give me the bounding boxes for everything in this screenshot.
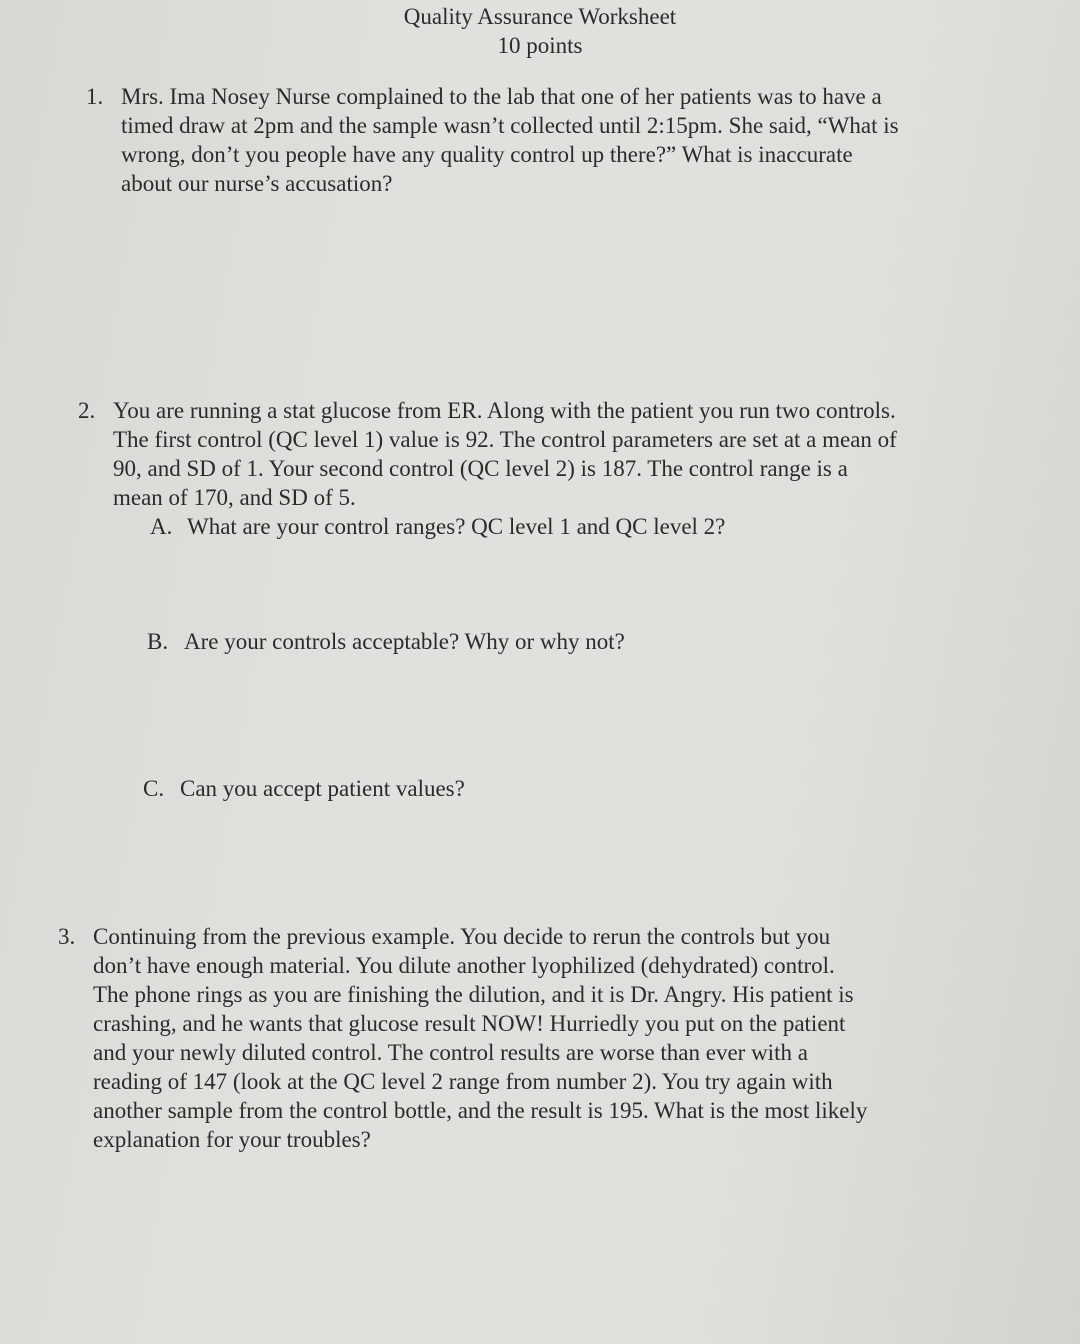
question-3-number: 3. [58, 924, 76, 949]
part-c-letter: C. [143, 776, 165, 801]
worksheet-points: 10 points [497, 33, 583, 58]
part-a-text: What are your control ranges? QC level 1 and QC level 2? [187, 514, 726, 539]
question-2-number: 2. [78, 398, 96, 423]
question-3-text: Continuing from the previous example. You decide to rerun the controls but you don’t have enough material. You dilute another lyophilized (dehydrated) control. The phone rings as you are finishing the dilution, and it is Dr. Angry. His patient is crashing, and he wants that glucose result NOW! Hurriedly you put on the patient and your newly diluted control. The control results are worse than ever with a reading of 147 (look at the QC level 2 range from number 2). You try again with another sample from the control bottle, and the result is 195. What is the most likely explanation for your troubles? [93, 924, 868, 1152]
question-1-number: 1. [86, 84, 104, 109]
question-1-text: Mrs. Ima Nosey Nurse complained to the lab that one of her patients was to have a timed draw at 2pm and the sample wasn’t collected until 2:15pm. She said, “What is wrong, don’t you people have any quality control up there?” What is inaccurate about our nurse’s accusation? [121, 84, 899, 196]
question-2-text: You are running a stat glucose from ER. Along with the patient you run two controls. The first control (QC level 1) value is 92. The control parameters are set at a mean of 90, and SD of 1. Your second control (QC level 2) is 187. The control range is a mean of 170, and SD of 5. [113, 398, 897, 510]
part-b-letter: B. [147, 629, 169, 654]
part-a-letter: A. [150, 514, 173, 539]
worksheet-title: Quality Assurance Worksheet [403, 4, 677, 29]
part-b-text: Are your controls acceptable? Why or why not? [184, 629, 625, 654]
part-c-text: Can you accept patient values? [180, 776, 465, 801]
